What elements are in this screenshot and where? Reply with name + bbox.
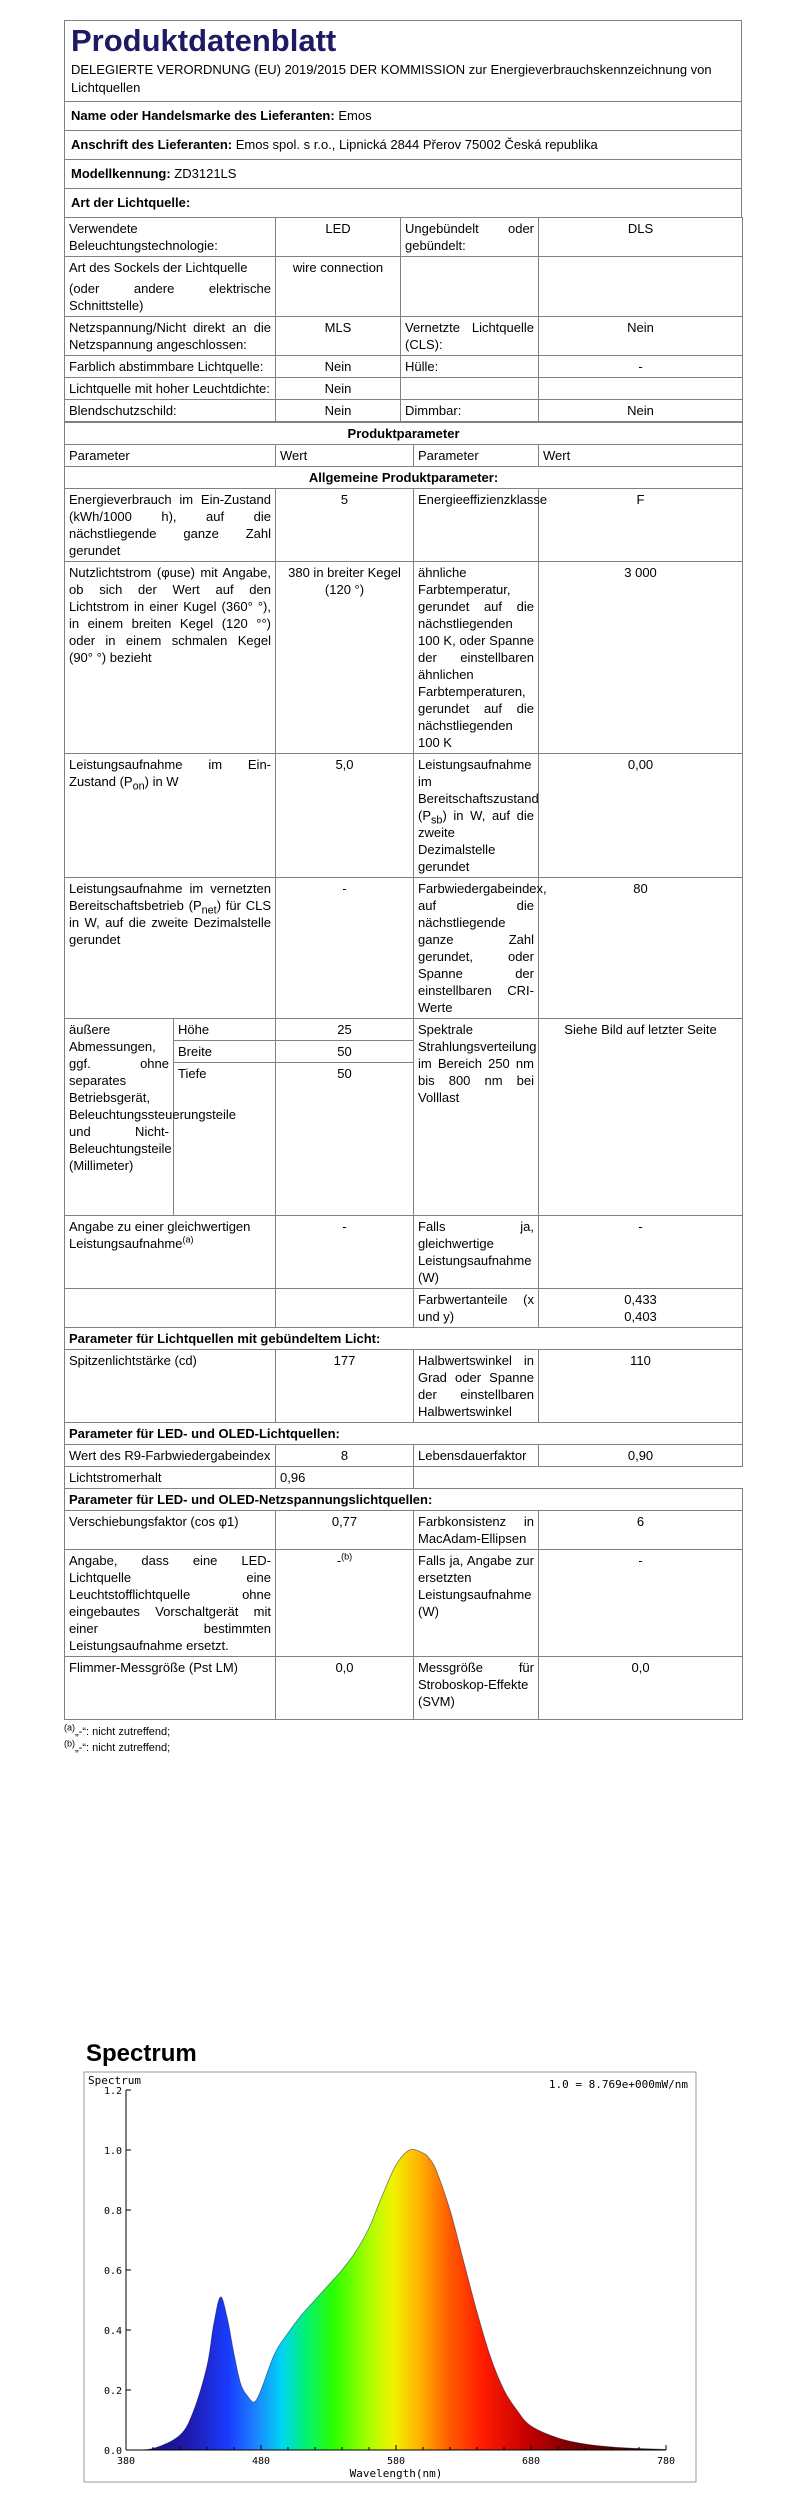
footnote-a xyxy=(64,1724,742,1740)
chromaticity-label: Farbwertanteile (x und y) xyxy=(414,1289,539,1328)
footnote-a-ref: (a) xyxy=(182,1234,194,1245)
footnote-b-mark: (b) xyxy=(64,1738,75,1749)
cap-type-label-line2: (oder andere elektrische Schnittstelle) xyxy=(69,281,271,313)
table-row xyxy=(65,257,743,317)
networked-standby-sub: net xyxy=(201,904,217,917)
x-tick-label: 780 xyxy=(656,2456,676,2467)
supplier-value: Emos xyxy=(338,108,372,123)
high-luminance-value: Nein xyxy=(276,378,401,400)
equivalent-power-label xyxy=(65,1216,276,1289)
chromaticity-y: 0,403 xyxy=(624,1309,657,1324)
connected-label: Vernetzte Lichtquelle (CLS): xyxy=(401,317,539,356)
table-row xyxy=(65,378,743,400)
empty-cell xyxy=(414,1467,743,1489)
sheet-header xyxy=(64,20,742,101)
r9-value: 8 xyxy=(276,1445,414,1467)
sheet-title: Produktdatenblatt xyxy=(71,23,337,58)
supplier-row xyxy=(64,101,742,130)
product-data-sheet xyxy=(64,20,742,1756)
standby-power-unit: ) in W, auf die zweite Dezimalstelle gerundet xyxy=(418,808,534,874)
cct-value: 3 000 xyxy=(539,562,743,754)
connected-value: Nein xyxy=(539,317,743,356)
anti-glare-label: Blendschutzschild: xyxy=(65,400,276,422)
tunable-value: Nein xyxy=(276,356,401,378)
x-tick-label: 680 xyxy=(521,2456,541,2467)
x-tick-label: 580 xyxy=(386,2456,406,2467)
footnote-a-mark: (a) xyxy=(64,1722,75,1733)
table-row xyxy=(65,1445,743,1467)
table-row xyxy=(65,317,743,356)
equivalent-watt-value: - xyxy=(539,1216,743,1289)
replaced-power-label: Falls ja, Angabe zur ersetzten Leistungsaufnahme (W) xyxy=(414,1550,539,1657)
x-tick-label: 480 xyxy=(251,2456,271,2467)
retrofit-claim-label: Angabe, dass eine LED-Lichtquelle eine Leuchtstofflichtquelle ohne eingebautes Vorschaltgerät mit einer bestimmten Leistungsaufnahme ersetzt. xyxy=(65,1550,276,1657)
chromaticity-x: 0,433 xyxy=(624,1292,657,1307)
networked-standby-text: Leistungsaufnahme im vernetzten Bereitschaftsbetrieb (P xyxy=(69,881,271,913)
survival-factor-label: Lebensdauerfaktor xyxy=(414,1445,539,1467)
sheet-subtitle: DELEGIERTE VERORDNUNG (EU) 2019/2015 DER KOMMISSION zur Energieverbrauchskennzeichnung von Lichtquellen xyxy=(71,62,712,95)
retrofit-claim-text: - xyxy=(336,1553,342,1568)
cap-type-value: wire connection xyxy=(276,257,401,317)
footnote-b-text: „-“: nicht zutreffend; xyxy=(75,1742,171,1754)
y-tick-label: 1.2 xyxy=(103,2086,122,2097)
x-tick-label: 380 xyxy=(116,2456,136,2467)
retrofit-claim-value xyxy=(276,1550,414,1657)
dimensions-width-label: Breite xyxy=(174,1041,276,1063)
supplier-label: Name oder Handelsmarke des Lieferanten: xyxy=(71,108,335,123)
dimensions-width-value: 50 xyxy=(276,1041,414,1063)
networked-standby-label xyxy=(65,878,276,1019)
equivalent-power-value: - xyxy=(276,1216,414,1289)
chart-annotation: 1.0 = 8.769e+000mW/nm xyxy=(548,2078,688,2091)
beam-angle-value: 110 xyxy=(539,1350,743,1423)
address-value: Emos spol. s r.o., Lipnická 2844 Přerov 75002 Česká republika xyxy=(235,137,598,152)
table-row xyxy=(65,1350,743,1423)
cri-label: Farbwiedergabeindex, auf die nächstliegende ganze Zahl gerundet, oder Spanne der einstellbaren CRI-Werte xyxy=(414,878,539,1019)
networked-standby-unit: ) für CLS in W, auf die zweite Dezimalstelle gerundet xyxy=(69,898,271,947)
model-row xyxy=(64,159,742,188)
spd-label: Spektrale Strahlungsverteilung im Bereich 250 nm bis 800 nm bei Volllast xyxy=(414,1019,539,1216)
led-params-heading: Parameter für LED- und OLED-Lichtquellen: xyxy=(65,1423,743,1445)
table-row xyxy=(65,1511,743,1550)
table-row xyxy=(65,1019,743,1041)
table-row xyxy=(65,1216,743,1289)
mains-led-params-heading: Parameter für LED- und OLED-Netzspannungslichtquellen: xyxy=(65,1489,743,1511)
cap-type-label-line1: Art des Sockels der Lichtquelle xyxy=(69,260,248,275)
networked-standby-value: - xyxy=(276,878,414,1019)
table-row xyxy=(65,1657,743,1720)
cct-label: ähnliche Farbtemperatur, gerundet auf die nächstliegenden 100 K, oder Spanne der einstellbaren ähnlichen Farbtemperaturen, gerundet auf die nächstliegenden 100 K xyxy=(414,562,539,754)
product-params-heading: Produktparameter xyxy=(65,423,743,445)
beam-angle-label: Halbwertswinkel in Grad oder Spanne der einstellbaren Halbwertswinkel xyxy=(414,1350,539,1423)
macadam-value: 6 xyxy=(539,1511,743,1550)
light-source-type-heading: Art der Lichtquelle: xyxy=(64,188,742,217)
peak-intensity-label: Spitzenlichtstärke (cd) xyxy=(65,1350,276,1423)
displacement-factor-value: 0,77 xyxy=(276,1511,414,1550)
table-row xyxy=(65,445,743,467)
efficiency-class-value: F xyxy=(539,489,743,562)
y-tick-label: 0.6 xyxy=(103,2266,122,2277)
y-tick-label: 0.0 xyxy=(103,2446,122,2457)
dimensions-label: äußere Abmessungen, ggf. ohne separates Betriebsgerät, Beleuchtungssteuerungsteile und Nicht-Beleuchtungsteile (Millimeter) xyxy=(65,1019,174,1216)
empty-cell xyxy=(539,378,743,400)
table-row xyxy=(65,423,743,445)
on-mode-power-text: Leistungsaufnahme im Ein-Zustand (P xyxy=(69,757,271,789)
replaced-power-value: - xyxy=(539,1550,743,1657)
address-row xyxy=(64,130,742,159)
energy-on-value: 5 xyxy=(276,489,414,562)
table-row xyxy=(65,467,743,489)
survival-factor-value: 0,90 xyxy=(539,1445,743,1467)
spectrum-title: Spectrum xyxy=(86,2040,197,2067)
y-tick-label: 1.0 xyxy=(103,2146,122,2157)
empty-cell xyxy=(65,1289,276,1328)
table-row xyxy=(65,1423,743,1445)
col-header-param: Parameter xyxy=(65,445,276,467)
table-row xyxy=(65,1550,743,1657)
on-mode-power-label xyxy=(65,754,276,878)
dimmable-label: Dimmbar: xyxy=(401,400,539,422)
y-tick-label: 0.4 xyxy=(103,2326,122,2337)
table-row xyxy=(65,754,743,878)
chromaticity-value xyxy=(539,1289,743,1328)
envelope-label: Hülle: xyxy=(401,356,539,378)
table-row xyxy=(65,489,743,562)
svm-label: Messgröße für Stroboskop-Effekte (SVM) xyxy=(414,1657,539,1720)
lumen-maintenance-value: 0,96 xyxy=(276,1467,414,1489)
y-tick-label: 0.8 xyxy=(103,2206,122,2217)
directional-label: Ungebündelt oder gebündelt: xyxy=(401,218,539,257)
empty-cell xyxy=(401,257,539,317)
standby-power-value: 0,00 xyxy=(539,754,743,878)
col-header-param-2: Parameter xyxy=(414,445,539,467)
mains-label: Netzspannung/Nicht direkt an die Netzspannung angeschlossen: xyxy=(65,317,276,356)
on-mode-power-sub: on xyxy=(132,780,145,793)
dimensions-height-value: 25 xyxy=(276,1019,414,1041)
cap-type-label xyxy=(65,257,276,317)
tunable-label: Farblich abstimmbare Lichtquelle: xyxy=(65,356,276,378)
y-tick-label: 0.2 xyxy=(103,2386,122,2397)
standby-power-sub: sb xyxy=(431,814,443,827)
col-header-value: Wert xyxy=(276,445,414,467)
displacement-factor-label: Verschiebungsfaktor (cos φ1) xyxy=(65,1511,276,1550)
envelope-value: - xyxy=(539,356,743,378)
general-params-heading: Allgemeine Produktparameter: xyxy=(65,467,743,489)
footnote-b-ref: (b) xyxy=(341,1551,353,1562)
r9-label: Wert des R9-Farbwiedergabeindex xyxy=(65,1445,276,1467)
table-row xyxy=(65,878,743,1019)
footnotes xyxy=(64,1724,742,1756)
on-mode-power-unit: ) in W xyxy=(144,774,179,789)
on-mode-power-value: 5,0 xyxy=(276,754,414,878)
product-params-table xyxy=(64,422,743,1720)
technology-label: Verwendete Beleuchtungstechnologie: xyxy=(65,218,276,257)
useful-flux-value: 380 in breiter Kegel (120 °) xyxy=(276,562,414,754)
table-row xyxy=(65,356,743,378)
x-axis-label: Wavelength(nm) xyxy=(349,2467,443,2480)
mains-value: MLS xyxy=(276,317,401,356)
efficiency-class-label: Energieeffizienzklasse xyxy=(414,489,539,562)
peak-intensity-value: 177 xyxy=(276,1350,414,1423)
empty-cell xyxy=(276,1289,414,1328)
standby-power-label xyxy=(414,754,539,878)
directional-params-heading: Parameter für Lichtquellen mit gebündeltem Licht: xyxy=(65,1328,743,1350)
equivalent-watt-label: Falls ja, gleichwertige Leistungsaufnahme (W) xyxy=(414,1216,539,1289)
dimmable-value: Nein xyxy=(539,400,743,422)
flicker-label: Flimmer-Messgröße (Pst LM) xyxy=(65,1657,276,1720)
empty-cell xyxy=(539,257,743,317)
table-row xyxy=(65,1489,743,1511)
directional-value: DLS xyxy=(539,218,743,257)
useful-flux-label: Nutzlichtstrom (φuse) mit Angabe, ob sich der Wert auf den Lichtstrom in einer Kugel (360° °), in einem breiten Kegel (120 °°) oder in einem schmalen Kegel (90° °) bezieht xyxy=(65,562,276,754)
table-row xyxy=(65,1467,743,1489)
macadam-label: Farbkonsistenz in MacAdam-Ellipsen xyxy=(414,1511,539,1550)
table-row xyxy=(65,1289,743,1328)
dimensions-height-label: Höhe xyxy=(174,1019,276,1041)
empty-cell xyxy=(401,378,539,400)
technology-value: LED xyxy=(276,218,401,257)
dimensions-depth-value: 50 xyxy=(276,1063,414,1216)
lumen-maintenance-label: Lichtstromerhalt xyxy=(65,1467,276,1489)
energy-on-label: Energieverbrauch im Ein-Zustand (kWh/1000 h), auf die nächstliegende ganze Zahl gerundet xyxy=(65,489,276,562)
table-row xyxy=(65,562,743,754)
footnote-a-text: „-“: nicht zutreffend; xyxy=(75,1726,171,1738)
table-row xyxy=(65,400,743,422)
spectrum-chart xyxy=(84,2072,696,2482)
model-label: Modellkennung: xyxy=(71,166,171,181)
footnote-b xyxy=(64,1740,742,1756)
table-row xyxy=(65,218,743,257)
type-table xyxy=(64,217,743,422)
high-luminance-label: Lichtquelle mit hoher Leuchtdichte: xyxy=(65,378,276,400)
flicker-value: 0,0 xyxy=(276,1657,414,1720)
standby-power-text: Leistungsaufnahme im Bereitschaftszustand (P xyxy=(418,757,539,823)
address-label: Anschrift des Lieferanten: xyxy=(71,137,233,152)
equivalent-power-text: Angabe zu einer gleichwertigen Leistungsaufnahme xyxy=(69,1219,251,1251)
col-header-value-2: Wert xyxy=(539,445,743,467)
svm-value: 0,0 xyxy=(539,1657,743,1720)
spd-value: Siehe Bild auf letzter Seite xyxy=(539,1019,743,1216)
anti-glare-value: Nein xyxy=(276,400,401,422)
chart-inner-label: Spectrum xyxy=(88,2074,141,2087)
cri-value: 80 xyxy=(539,878,743,1019)
model-value: ZD3121LS xyxy=(174,166,237,181)
table-row xyxy=(65,1328,743,1350)
dimensions-depth-label: Tiefe xyxy=(174,1063,276,1216)
